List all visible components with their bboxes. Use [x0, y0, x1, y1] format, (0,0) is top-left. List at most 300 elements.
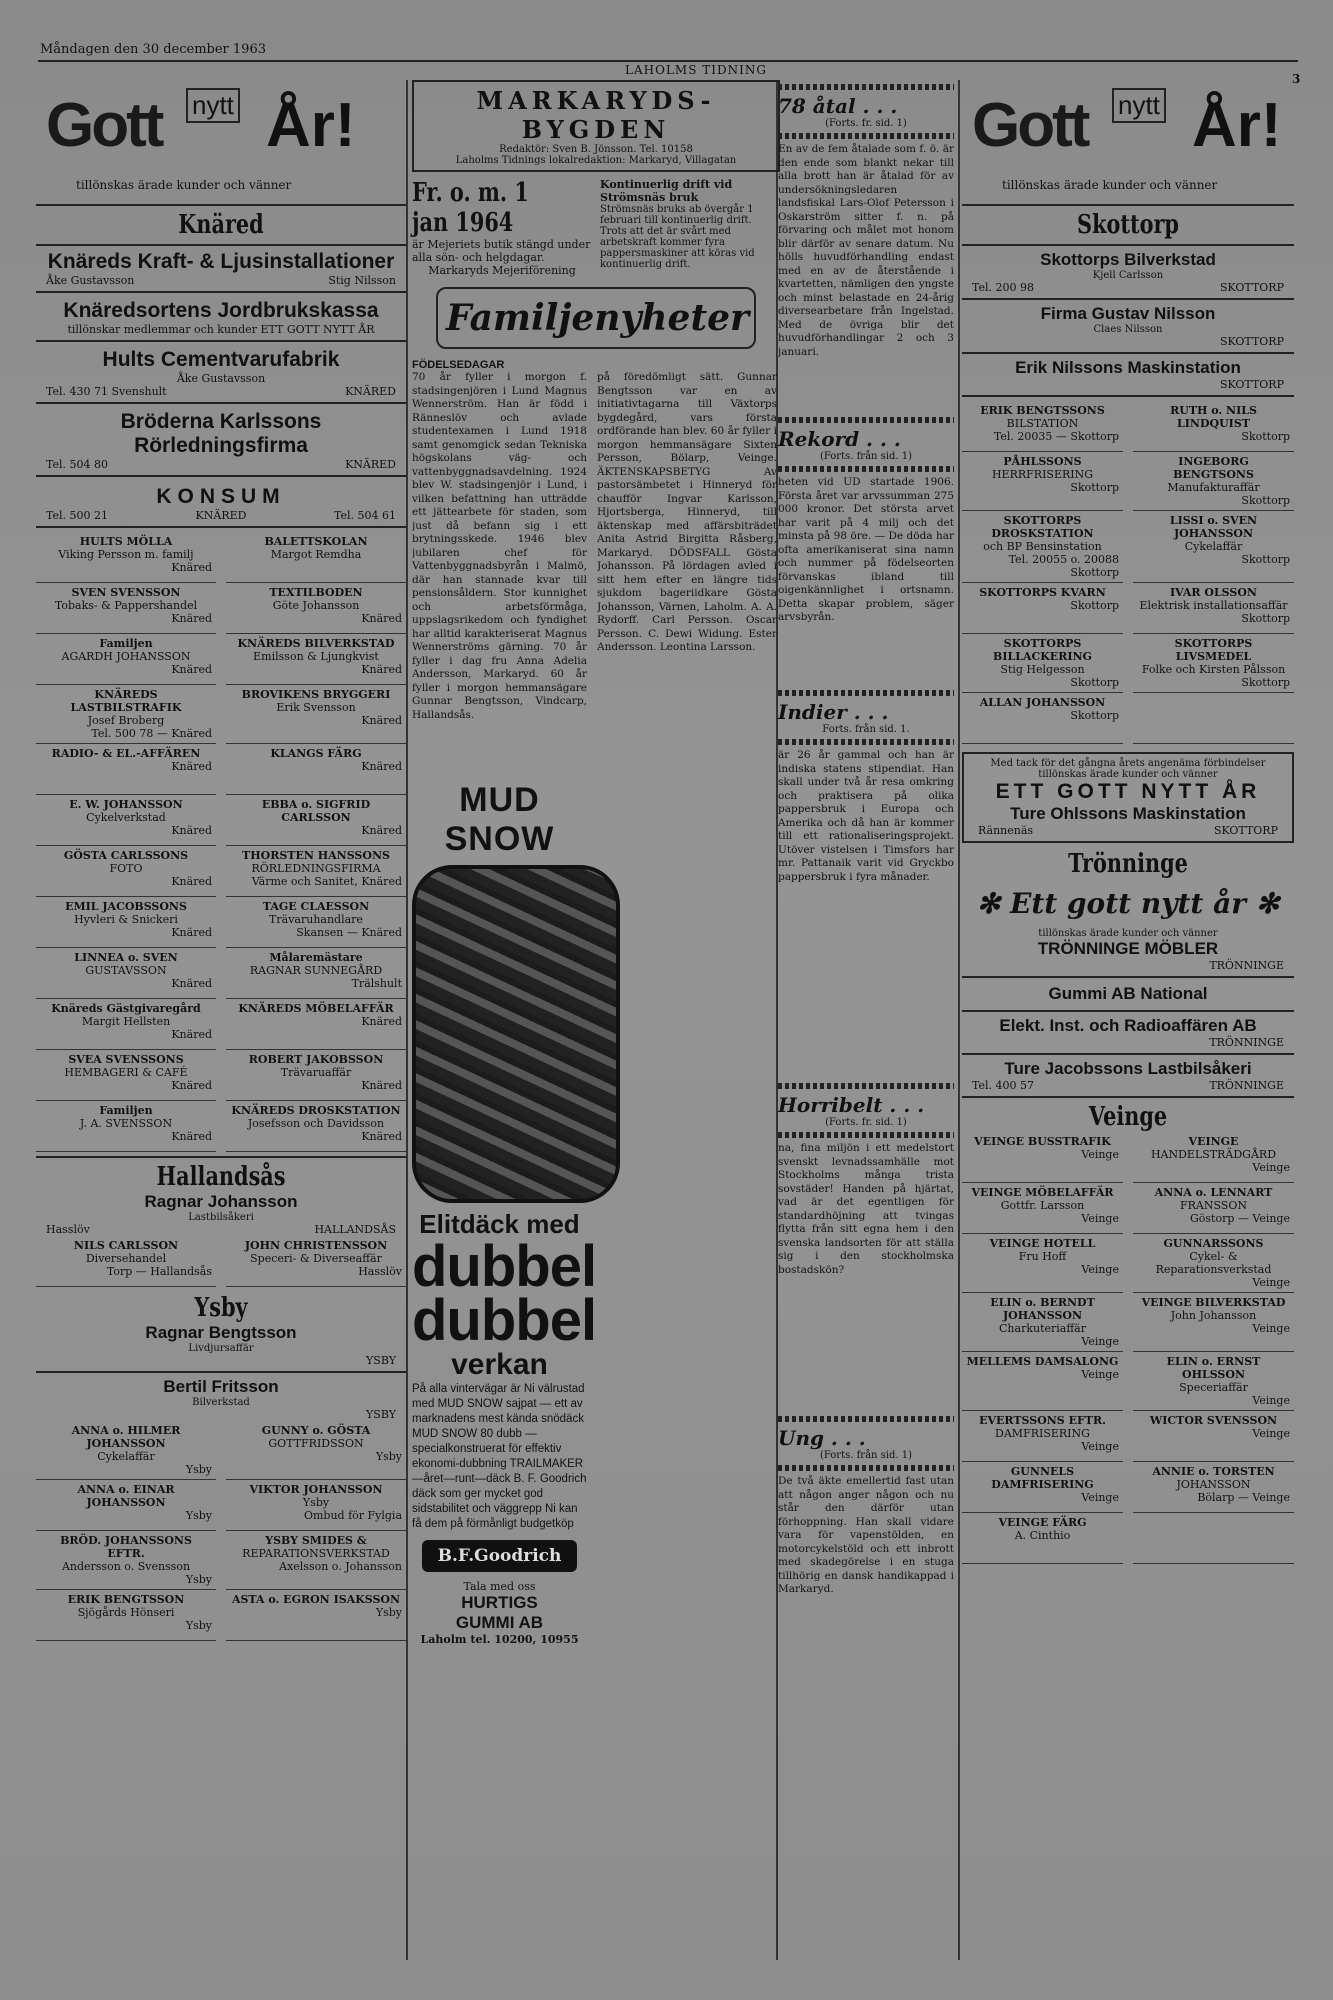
ad-cell-location: Veinge [1252, 1276, 1290, 1289]
ad-cell-location: Knäred [171, 1079, 212, 1092]
ar-text: År! [266, 91, 356, 160]
ad-sub: Lastbilsåkeri [188, 1212, 254, 1223]
ad-sub: tillönskar medlemmar och kunder ETT GOTT NYTT ÅR [67, 323, 375, 336]
gott-text: Gott [46, 91, 162, 160]
ad-cell [962, 1234, 1123, 1293]
article-title: Rekord . . . [778, 427, 901, 451]
ad-cell-location: Skansen — Knäred [296, 926, 402, 939]
article-text: En av de fem åtalade som f. ö. är den ende som blankt nekar till alla brott han är åtalad för av undersökningsledaren landsfiskal Lars-Olof Petersson i Oskarström sitter f. n. på förvaring och målet mot honom blir därför av senare datum. Nu hölls huvudförhandling endast med en av de återstående i kvartetten, nämligen den yngste och minst belastade en 24-årig diversearbetare från Ingelstad. Med de övriga blir det huvudförhandlingar 2 och 3 januari. [778, 143, 954, 358]
ad-right: KNÄRED [345, 385, 396, 398]
ad-cell-location: Knäred [171, 1028, 212, 1041]
article-text: heten vid UD startade 1906. Första året var arvssumman 275 000 kronor. Det största arvet har varit på 4 milj och det minsta på 98 öre. — De döda har ofta amerikaniserat sina namn och nummer på födelseorten förvanskas ibland till oigenkännlighet i ortsnamn. Detta skapar problem, säger arvsbyrån. [778, 476, 954, 623]
ad-cell [226, 1050, 406, 1101]
ad-left: Tel. 504 80 [46, 458, 108, 471]
ad-cell [1133, 1411, 1294, 1462]
ad-cell [962, 1293, 1123, 1352]
ad-cell-name: TAGE CLAESSON [262, 900, 370, 913]
article-title: Horribelt . . . [778, 1093, 925, 1117]
ad-cell: JOHN CHRISTENSSON Speceri- & Diverseaffär Hasslöv [226, 1236, 406, 1287]
konsum-town: KNÄRED [195, 509, 247, 522]
ad-cell [1133, 1352, 1294, 1411]
ad-line: Elitdäck med [419, 1209, 580, 1239]
ad-cell-location: Veinge [1081, 1148, 1119, 1161]
ad-cell-location: Knäred [171, 977, 212, 990]
ad-cell-sub: Göte Johansson [272, 599, 360, 612]
ad-cell [1133, 452, 1294, 511]
ad-cell [36, 795, 216, 846]
konsum-title: KONSUM [156, 485, 286, 508]
ad-cell [226, 795, 406, 846]
ad-cell-name: SVEN SVENSSON [71, 586, 181, 599]
ad-cell-location: Skottorp [1241, 430, 1290, 443]
ad-dubbel: dubbel [412, 1234, 597, 1299]
konsum-tel: Tel. 504 61 [333, 509, 396, 522]
ad-cell-location: Skottorp [1070, 676, 1119, 689]
ad-cell-location: Veinge [1252, 1394, 1290, 1407]
ad-cell [226, 1480, 406, 1531]
ad-cell-location: Knäred [361, 714, 402, 727]
ad-cell-location: Ysby [185, 1619, 212, 1632]
town-heading: Ysby [194, 1293, 248, 1323]
ad-cell-location: Veinge [1081, 1491, 1119, 1504]
ad-title: Firma Gustav Nilsson [1040, 304, 1216, 323]
ad-cell-name: VEINGE [1188, 1135, 1239, 1148]
ad-cell [36, 1101, 216, 1152]
ad-cell [962, 1513, 1123, 1564]
ad-cell-name: HULTS MÖLLA [79, 535, 173, 548]
ad-cell-name: PÅHLSSONS [1003, 455, 1082, 468]
ad-cell-location: Göstorp — Veinge [1190, 1212, 1290, 1225]
ad-cell-location: Veinge [1252, 1161, 1290, 1174]
ad-cell [962, 1411, 1123, 1462]
ad-cell-sub: Gottfr. Larsson [1000, 1199, 1085, 1212]
ar-text: År! [1192, 91, 1282, 160]
ad-cell-location: Knäred [171, 1130, 212, 1143]
ad-cell [1133, 1513, 1294, 1564]
ad-cell [1133, 693, 1294, 744]
ad-cell-name: YSBY SMIDES & [265, 1534, 367, 1547]
ad-title: Skottorps Bilverkstad [1040, 250, 1216, 269]
ad-cell [36, 685, 216, 744]
ad-cell-location: Knäred [361, 824, 402, 837]
ad-cell-name: ALLAN JOHANSSON [979, 696, 1106, 709]
gott-text: Gott [972, 91, 1088, 160]
ad-title: Ture Jacobssons Lastbilsåkeri [1004, 1059, 1252, 1078]
notice-sign: Markaryds Mejeriförening [428, 264, 576, 277]
nytt-text: nytt [186, 88, 240, 123]
ad-cell-location: Knäred [171, 824, 212, 837]
ad-cell-sub: REPARATIONSVERKSTAD [242, 1547, 390, 1560]
ad-cell-sub: FRANSSON [1179, 1199, 1247, 1212]
ad-right: TRÖNNINGE [1209, 1036, 1284, 1049]
ad-cell-sub: Elektrisk installationsaffär [1139, 599, 1288, 612]
ad-cell-sub: Charkuteriaffär [999, 1322, 1086, 1335]
ad-cell-name: EVERTSSONS EFTR. [979, 1414, 1106, 1427]
ad-cell-location: Knäred [171, 663, 212, 676]
ad-cell-sub: Margit Hellsten [81, 1015, 171, 1028]
ad-cell [1133, 1183, 1294, 1234]
continued-note: Forts. från sid. 1. [822, 724, 910, 735]
tire-image [412, 865, 620, 1203]
ad-cell-location: Ysby [185, 1573, 212, 1586]
ad-cell-sub: Ysby [302, 1496, 330, 1509]
ad-cell-name: VEINGE FÄRG [998, 1516, 1087, 1529]
ad-cell-name: SKOTTORPS DROSKSTATION [991, 514, 1094, 540]
ad-cell-sub: BILSTATION [1006, 417, 1079, 430]
masthead-local: Laholms Tidnings lokalredaktion: Markaryd, Villagatan [455, 155, 737, 166]
ad-cell [226, 532, 406, 583]
ad-cell [226, 583, 406, 634]
ad-cell [962, 1462, 1123, 1513]
ad-line: Tala med oss [463, 1580, 536, 1593]
ad-cell-sub: Cykelaffär [97, 1450, 155, 1463]
ad-title: ETT GOTT NYTT ÅR [995, 780, 1261, 803]
ad-cell [36, 897, 216, 948]
ad-cell-name: EMIL JACOBSSONS [65, 900, 187, 913]
wish-text: tillönskas ärade kunder och vänner [1002, 178, 1218, 192]
article-text: är 26 år gammal och han är indiska statens stipendiat. Han skall under två år resa omkring och praktisera på olika pappersbruk i Europa och Amerika och då han är kommer till ett rationaliseringsprojekt. Utöver vistelsen i Timsfors har mr. Pattanaik varit vid Gryckbo pappersbruk i fyra månader. [778, 749, 954, 883]
ad-cell-name: INGEBORG BENGTSONS [1173, 455, 1254, 481]
ad-cell [962, 1352, 1123, 1411]
ad-cell-name: KNÄREDS MÖBELAFFÄR [238, 1002, 394, 1015]
ad-cell-location: Skottorp [1241, 553, 1290, 566]
ad-cell-name: VEINGE MÖBELAFFÄR [971, 1186, 1114, 1199]
ad-cell-location: Tel. 500 78 — Knäred [91, 727, 212, 740]
ad-line: verkan [451, 1348, 548, 1381]
ad-cell-location: Skottorp [1241, 494, 1290, 507]
ad-cell-name: VEINGE BUSSTRAFIK [974, 1135, 1111, 1148]
ad-title: Gummi AB National [1048, 984, 1208, 1003]
article-text: 70 år fyller i morgon f. stadsingenjören i Lund Magnus Wennerström. Han är född i Ränneslöv och avlade studentexamen i Lund 1918 samt genomgick sedan Tekniska högskolans väg- och vattenbyggnadsavdelning. 1924 blev W. stadsingenjör i Lund, i vilken befattning han utträdde ett jättearbete för staden, som just då befann sig i ett brytningsskede. 1946 blev jubilaren chef för Vattenbyggnadsbyrån i Malmö, där han stannade kvar till pensionsåldern. Stor kunnighet och arbetsförmåga, uppslagsrikedom och fyndighet har alltid karakteriserat Magnus Wennerströms gärning. 70 år fyller i dag fru Anna Adelia Andersson, Markaryd. 60 år fyller i morgon hemmansägare Gunnar Bengtsson, Vindcarp, Hallandsås. [412, 371, 587, 721]
ad-cell-sub: Emilsson & Ljungkvist [253, 650, 379, 663]
ad-cell-sub: och BP Bensinstation [983, 540, 1102, 553]
ad-cell-name: Målaremästare [269, 951, 363, 964]
gott-nytt-ar-banner [962, 80, 1294, 200]
ad-cell-name: ANNA o. LENNART [1154, 1186, 1273, 1199]
ad-sub: Bilverkstad [192, 1397, 250, 1408]
ad-cell-sub: Cykel- & Reparationsverkstad [1155, 1250, 1272, 1276]
ad-cell [36, 744, 216, 795]
ad-cell [962, 693, 1123, 744]
ad-sub: Claes Nilsson [1093, 324, 1163, 335]
column-markaryd [412, 80, 780, 1911]
ad-cell-sub: Josef Broberg [87, 714, 165, 727]
article-text: De två äkte emellertid fast utan att någon anger någon och nu står den därför utan förhoppning. Han skall vidare vara för vapenstölden, en motorcykelstöld och ett inbrott med skadegörelse i en stuga tillhörig en dansk handikappad i Markaryd. [778, 1475, 954, 1595]
column-knared [36, 80, 406, 1641]
ad-cell-sub: Trävaruhandlare [269, 913, 363, 926]
wish-text: tillönskas ärade kunder och vänner [1038, 928, 1218, 939]
ad-title: Ragnar Johansson [144, 1192, 298, 1211]
ad-cell-name: BRÖD. JOHANSSONS EFTR. [60, 1534, 192, 1560]
ad-right: SKOTTORP [1219, 281, 1284, 294]
knared-ad-grid [36, 532, 406, 1152]
paper-name: LAHOLMS TIDNING [625, 63, 767, 77]
ad-cell [226, 685, 406, 744]
ad-cell-name: Familjen [99, 1104, 153, 1117]
column-divider [406, 80, 408, 1960]
ad-cell-location: Knäred [171, 561, 212, 574]
veinge-ad-grid [962, 1132, 1294, 1564]
brand-logo: B.F.Goodrich [422, 1540, 578, 1572]
ad-cell-sub: Josefsson och Davidsson [247, 1117, 385, 1130]
ad-cell [226, 744, 406, 795]
ad-cell-name: TEXTILBODEN [269, 586, 363, 599]
ad-cell-sub: J. A. SVENSSON [79, 1117, 173, 1130]
ad-cell-name: KNÄREDS BILVERKSTAD [237, 637, 395, 650]
goodrich-ad [412, 781, 597, 1646]
ad-cell-location: Skottorp [1070, 481, 1119, 494]
ad-cell-sub: GUSTAVSSON [85, 964, 167, 977]
ad-cell-name: ELIN o. ERNST OHLSSON [1166, 1355, 1261, 1381]
ad-cell-location: Veinge [1081, 1263, 1119, 1276]
ad-cell-name: SKOTTORPS LIVSMEDEL [1174, 637, 1253, 663]
wish-text: tillönskas ärade kunder och vänner [76, 178, 292, 192]
nytt-text: nytt [1112, 88, 1166, 123]
ad-cell-location: Skottorp [1070, 599, 1119, 612]
page-number: 3 [1292, 72, 1301, 86]
ad-cell [962, 1132, 1123, 1183]
ad-sub: Åke Gustavsson [176, 372, 266, 385]
ad-title: Hults Cementvarufabrik [102, 348, 340, 371]
ad-cell-location: Axelsson o. Johansson [279, 1560, 402, 1573]
article-text: na, fina miljön i ett medelstort svenskt levnadssamhälle mot Stockholms många trista sovstäder! Handen på hjärtat, vad är det egentligen för standardhöjning att tvingas flytta från sitt egna hem i den svenska landsorten för att ställa sig i den stockholmska bostadskön? [778, 1142, 954, 1276]
article-title: Ung . . . [778, 1426, 866, 1450]
ad-cell-name: VEINGE HOTELL [989, 1237, 1096, 1250]
continued-note: (Forts. fr. sid. 1) [825, 1117, 907, 1128]
notice-title: Fr. o. m. 1 jan 1964 [412, 178, 529, 238]
ad-title: Ragnar Bengtsson [145, 1323, 297, 1342]
town-heading: Skottorp [1077, 210, 1179, 240]
ad-cell [36, 948, 216, 999]
ad-left: Tel. 430 71 Svenshult [46, 385, 167, 398]
ad-title: TRÖNNINGE MÖBLER [1037, 939, 1219, 958]
ad-cell-name: ANNA o. EINAR JOHANSSON [77, 1483, 175, 1509]
ad-right: YSBY [366, 1354, 396, 1367]
ad-cell-location: Skottorp [1241, 676, 1290, 689]
ad-cell-sub: AGARDH JOHANSSON [61, 650, 191, 663]
ad-cell [962, 1183, 1123, 1234]
ad-cell [226, 948, 406, 999]
ad-cell-location: Knäred [171, 760, 212, 773]
ad-cell [226, 1101, 406, 1152]
ad-cell-location: Ysby [185, 1463, 212, 1476]
ad-cell-sub: DAMFRISERING [995, 1427, 1090, 1440]
ad-cell-sub: HEMBAGERI & CAFÉ [64, 1066, 188, 1079]
ad-right: Stig Nilsson [328, 274, 396, 287]
masthead [412, 80, 780, 172]
ad-cell-name: SKOTTORPS BILLACKERING [993, 637, 1092, 663]
ad-cell-location: Knäred [361, 612, 402, 625]
ad-cell-name: ELIN o. BERNDT JOHANSSON [990, 1296, 1095, 1322]
ad-cell-sub: Manufakturaffär [1167, 481, 1260, 494]
skottorp-ad-grid [962, 401, 1294, 744]
column-news [778, 80, 954, 1695]
column-divider [958, 80, 960, 1960]
ad-title: Ture Ohlssons Maskinstation [1010, 804, 1246, 823]
town-heading: Trönninge [1068, 849, 1188, 879]
ad-cell [1133, 634, 1294, 693]
masthead-title: MARKARYDS-BYGDEN [476, 86, 716, 144]
ad-cell-name: Knäreds Gästgivaregård [51, 1002, 201, 1015]
ture-ohlsson-ad [962, 752, 1294, 843]
article-title: Kontinuerlig drift vid Strömsnäs bruk [600, 178, 733, 204]
ad-cell-name: VIKTOR JOHANSSON [249, 1483, 383, 1496]
ad-cell-sub: Hyvleri & Snickeri [74, 913, 178, 926]
ad-cell-location: Knäred [361, 1079, 402, 1092]
ad-cell-sub: FOTO [109, 862, 143, 875]
ad-title: Bröderna Karlssons Rörledningsfirma [120, 410, 322, 457]
ad-cell-sub: Sjögårds Hönseri [77, 1606, 175, 1619]
ad-cell-name: E. W. JOHANSSON [69, 798, 183, 811]
ad-sub: Livdjursaffär [188, 1343, 254, 1354]
ad-right: SKOTTORP [1219, 378, 1284, 391]
ad-right: SKOTTORP [1219, 335, 1284, 348]
ad-left: Tel. 200 98 [972, 281, 1034, 294]
ad-cell-name: ERIK BENGTSSONS [980, 404, 1105, 417]
notice-text: är Mejeriets butik stängd under alla sön- och helgdagar. [412, 238, 591, 264]
ad-cell [962, 511, 1123, 583]
ad-left: Tel. 400 57 [972, 1079, 1034, 1092]
ad-cell-name: ANNA o. HILMER JOHANSSON [71, 1424, 181, 1450]
ad-cell-name: ERIK BENGTSSON [67, 1593, 185, 1606]
ad-body: På alla vintervägar är Ni välrustad med MUD SNOW sajpat — ett av marknadens mest kända snödäck MUD SNOW 80 dubb — specialkonstruerat för effektiv ekonomi-dubbning TRAILMAKER—året—runt—däck B. F. Goodrich däck som ger mycket god sidstabilitet och väggrepp Ni kan få dem på förmånligt budgetköp [412, 1383, 587, 1530]
ad-cell-sub: GOTTFRIDSSON [268, 1437, 364, 1450]
ad-cell-location: Knäred [171, 875, 212, 888]
ad-cell-location: Trälshult [351, 977, 402, 990]
ad-cell-name: RADIO- & EL.-AFFÄREN [51, 747, 201, 760]
ad-cell [226, 846, 406, 897]
continued-note: (Forts. från sid. 1) [819, 1450, 913, 1461]
ad-right: TRÖNNINGE [1209, 1079, 1284, 1092]
ad-cell [1133, 401, 1294, 452]
ad-cell [226, 1531, 406, 1590]
article-text: Strömsnäs bruks ab övergår 1 februari till kontinuerlig drift. Trots att det är svårt med arbetskraft kommer fyra pappersmaskiner att köras vid kontinuerlig drift. [600, 204, 755, 270]
ad-cell-name: GÖSTA CARLSSONS [63, 849, 189, 862]
ad-cell: NILS CARLSSON Diversehandel Torp — Hallandsås [36, 1236, 216, 1287]
ad-cell [36, 846, 216, 897]
ad-right: SKOTTORP [1213, 824, 1278, 837]
ad-cell-name: EBBA o. SIGFRID CARLSSON [261, 798, 371, 824]
ad-cell-name: ASTA o. EGRON ISAKSSON [231, 1593, 401, 1606]
ad-cell-location: Tel. 20055 o. 20088 Skottorp [1008, 553, 1119, 579]
konsum-tel: Tel. 500 21 [46, 509, 108, 522]
ad-cell-name: ANNIE o. TORSTEN [1152, 1465, 1275, 1478]
ysby-ad-grid [36, 1421, 406, 1641]
ad-cell [36, 583, 216, 634]
ad-cell-sub: Margot Remdha [270, 548, 362, 561]
ad-cell-name: SKOTTORPS KVARN [979, 586, 1106, 599]
ad-cell [962, 452, 1123, 511]
ad-cell-name: IVAR OLSSON [1170, 586, 1257, 599]
article-title: 78 åtal . . . [778, 94, 898, 118]
gott-nytt-ar-banner [36, 80, 406, 200]
ad-cell-name: BALETTSKOLAN [264, 535, 368, 548]
ad-cell-sub: Stig Helgesson [1000, 663, 1085, 676]
ad-cell-name: LINNEA o. SVEN [74, 951, 178, 964]
ad-cell-location: Veinge [1252, 1322, 1290, 1335]
ad-company: HURTIGS [461, 1593, 538, 1612]
ad-cell-name: BROVIKENS BRYGGERI [241, 688, 391, 701]
ad-cell-sub: RAGNAR SUNNEGÅRD [249, 964, 383, 977]
continued-note: (Forts. fr. sid. 1) [825, 118, 907, 129]
ad-left: Rännenäs [978, 824, 1034, 837]
ad-cell [36, 1531, 216, 1590]
ad-cell [1133, 511, 1294, 583]
ad-cell-location: Tel. 20035 — Skottorp [993, 430, 1119, 443]
section-heading: FÖDELSEDAGAR [412, 359, 505, 371]
ad-cell [962, 583, 1123, 634]
ad-cell [226, 634, 406, 685]
ad-cell-name: GUNNY o. GÖSTA [261, 1424, 371, 1437]
ad-cell-name: THORSTEN HANSSONS [242, 849, 390, 862]
ad-cell-sub: JOHANSSON [1176, 1478, 1251, 1491]
ad-cell-sub: Folke och Kirsten Pålsson [1141, 663, 1286, 676]
ad-cell [226, 999, 406, 1050]
ad-cell-location: Veinge [1252, 1427, 1290, 1440]
ad-cell-location: Veinge [1081, 1440, 1119, 1453]
ad-cell [36, 999, 216, 1050]
ad-cell-location: Knäred [361, 1015, 402, 1028]
ad-cell [962, 634, 1123, 693]
ad-cell-sub: HERRFRISERING [991, 468, 1094, 481]
ad-title: Elekt. Inst. och Radioaffären AB [999, 1016, 1257, 1035]
masthead-editor: Redaktör: Sven B. Jönsson. Tel. 10158 [499, 144, 693, 155]
ad-left: Hasslöv [46, 1223, 90, 1236]
ad-cell-sub: Trävaruaffär [280, 1066, 352, 1079]
ad-cell-sub: Cykelaffär [1184, 540, 1243, 553]
ad-cell-name: KNÄREDS DROSKSTATION [231, 1104, 401, 1117]
ad-cell-name: KLANGS FÄRG [270, 747, 362, 760]
ad-cell [1133, 1462, 1294, 1513]
issue-date: Måndagen den 30 december 1963 [40, 42, 266, 57]
town-heading: Hallandsås [156, 1162, 286, 1192]
ad-cell [962, 401, 1123, 452]
ad-cell-location: Ombud för Fylgia [303, 1509, 402, 1522]
ad-cell-location: Knäred [361, 1130, 402, 1143]
ad-cell-sub: RÖRLEDNINGSFIRMA [251, 862, 381, 875]
ad-cell [1133, 1293, 1294, 1352]
ad-cell [36, 1480, 216, 1531]
ad-cell-name: SVEA SVENSSONS [68, 1053, 184, 1066]
ad-cell-sub: Tobaks- & Pappershandel [54, 599, 198, 612]
ad-right: KNÄRED [345, 458, 396, 471]
ad-cell [36, 1050, 216, 1101]
ad-cell [1133, 583, 1294, 634]
ad-cell-name: ROBERT JAKOBSSON [248, 1053, 384, 1066]
ad-cell-sub: Cykelverkstad [86, 811, 166, 824]
top-rule [38, 60, 1298, 62]
ad-sub: Med tack för det gångna årets angenäma förbindelser tillönskas ärade kunder och vänner [990, 758, 1266, 780]
ad-cell [36, 634, 216, 685]
article-text: på föredömligt sätt. Gunnar Bengtsson var en av initiativtagarna till Växtorps bygdegård, vars första ordförande han blev. 60 år fyller i morgon hemmansägare Sixten Persson, Bölarp, Veinge. ÄKTENSKAPSBETYG Av pastorsämbetet i Hinneryd för chaufför Ingvar Karlsson, Hjortsberga, Hinneryd, till äktenskap med affärsbiträdet Anita Astrid Birgitta Råsberg, Markaryd. DÖDSFALL Gösta Johansson. På lördagen avled i sitt hem efter en längre tids sjukdom bageriidkare Gösta Johansson, Värnen, Laholm. A. A. Rydorff. Carl Persson. Oscar Persson. C. Dewi Widung. Ester Andersson. Leontina Larsson. [597, 371, 777, 653]
ad-title: Bertil Fritsson [163, 1377, 279, 1396]
ad-cell-location: Veinge [1081, 1212, 1119, 1225]
town-heading: Knäred [178, 210, 264, 240]
ad-phone: Laholm tel. 10200, 10955 [420, 1633, 579, 1646]
ad-cell-name: MELLEMS DAMSALONG [966, 1355, 1119, 1368]
ad-cell-location: Knäred [361, 760, 402, 773]
ad-cell [226, 1421, 406, 1480]
ad-cell-sub: A. Cinthio [1014, 1529, 1071, 1542]
ad-company: GUMMI AB [455, 1613, 544, 1632]
familjenyheter-heading: Familjenyheter [436, 287, 756, 349]
town-heading: Veinge [1088, 1102, 1168, 1132]
ad-title: Erik Nilssons Maskinstation [1015, 358, 1241, 377]
ad-cell-location: Bölarp — Veinge [1197, 1491, 1290, 1504]
ad-cell-sub: John Johansson [1170, 1309, 1257, 1322]
ad-cell-location: Veinge [1081, 1335, 1119, 1348]
ad-right: TRÖNNINGE [1209, 959, 1284, 972]
